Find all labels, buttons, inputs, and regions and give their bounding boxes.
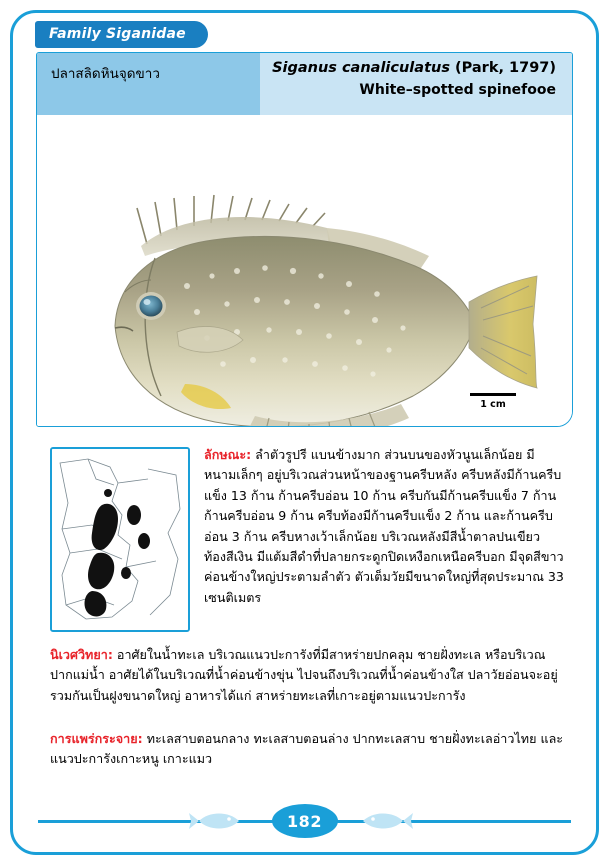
fish-illustration: [37, 116, 573, 427]
scale-bar-label: 1 cm: [480, 399, 506, 410]
species-header: [37, 53, 572, 115]
species-authority: (Park, 1797): [455, 60, 556, 76]
page-footer: [0, 801, 609, 841]
scientific-name: Siganus canaliculatus: [272, 60, 450, 76]
distribution-map-graphic: [52, 449, 188, 630]
morphology-label: ลักษณะ: [204, 447, 247, 462]
fish-photo: [37, 116, 572, 427]
thai-name-box: [37, 53, 260, 115]
distribution-text: [50, 729, 566, 770]
distribution-separator: :: [137, 731, 143, 746]
eye-highlight: [144, 299, 151, 305]
scale-bar: [470, 393, 516, 410]
ecology-label: นิเวศวิทยา: [50, 647, 108, 662]
distribution-body: ทะเลสาบตอนกลาง ทะเลสาบตอนล่าง ปากทะเลสาบ ชายฝั่งทะเลอ่าวไทย และแนวปะการังเกาะหนู เกาะแมว: [50, 731, 564, 767]
fish-photo-area: [37, 115, 572, 427]
ecology-text: [50, 645, 566, 706]
ecology-section: [50, 645, 566, 706]
distribution-label: การแพร่กระจาย: [50, 731, 138, 746]
scale-bar-line: [470, 393, 516, 396]
morphology-section: [204, 445, 566, 608]
caudal-fin: [469, 276, 537, 388]
scientific-name-box: [260, 53, 572, 115]
common-name: White–spotted spinefooe: [359, 82, 556, 98]
morphology-body: ลำตัวรูปรี แบนข้างมาก ส่วนบนของหัวนูนเล็กน้อย มีหนามเล็กๆ อยู่บริเวณส่วนหน้าของฐานครีบหลัง ครีบหลังมีก้านครีบแข็ง 13 ก้าน ก้านครีบอ่อน 10 ก้าน ครีบกันมีก้านครีบแข็ง 7 ก้าน ก้านครีบอ่อน 9 ก้าน ครีบท้องมีก้านครีบแข็ง 2 ก้าน และก้านครีบอ่อน 3 ก้าน ครีบหางเว้าเล็กน้อย บริเวณหลังมีสีน้ำตาลปนเขียว ท้องสีเงิน มีแต้มสีดำที่ปลายกระดูกปิดเหงือกเหนือครีบอก มีจุดสีขาวค่อนข้างใหญ่ประตามลำตัว ตัวเต็มวัยมีขนาดใหญ่ที่สุดประมาณ 33 เซนติเมตร: [204, 447, 564, 605]
morphology-separator: :: [246, 447, 252, 462]
ecology-separator: :: [107, 647, 113, 662]
morphology-text: [204, 445, 566, 608]
description-panel: [36, 437, 573, 807]
eye: [140, 296, 163, 317]
species-panel: [36, 52, 573, 427]
family-tab: Family Siganidae: [35, 21, 208, 48]
page-number: 182: [272, 804, 338, 838]
fish-decoration-left-icon: [189, 807, 241, 839]
thai-name: ปลาสลิดหินจุดขาว: [51, 66, 160, 82]
distribution-map: [50, 447, 190, 632]
distribution-section: [50, 729, 566, 770]
scientific-name-line: [272, 60, 556, 76]
ecology-body: อาศัยในน้ำทะเล บริเวณแนวปะการังที่มีสาหร่ายปกคลุม ชายฝั่งทะเล หรือบริเวณปากแม่น้ำ อาศัยได้ในบริเวณที่น้ำค่อนข้างขุ่น ไปจนถึงบริเวณที่น้ำค่อนข้างใส ปลาวัยอ่อนจะอยู่รวมกันเป็นฝูงขนาดใหญ่ อาหารได้แก่ สาหร่ายทะเลที่เกาะอยู่ตามแนวปะการัง: [50, 647, 558, 703]
fish-decoration-right-icon: [361, 807, 413, 839]
